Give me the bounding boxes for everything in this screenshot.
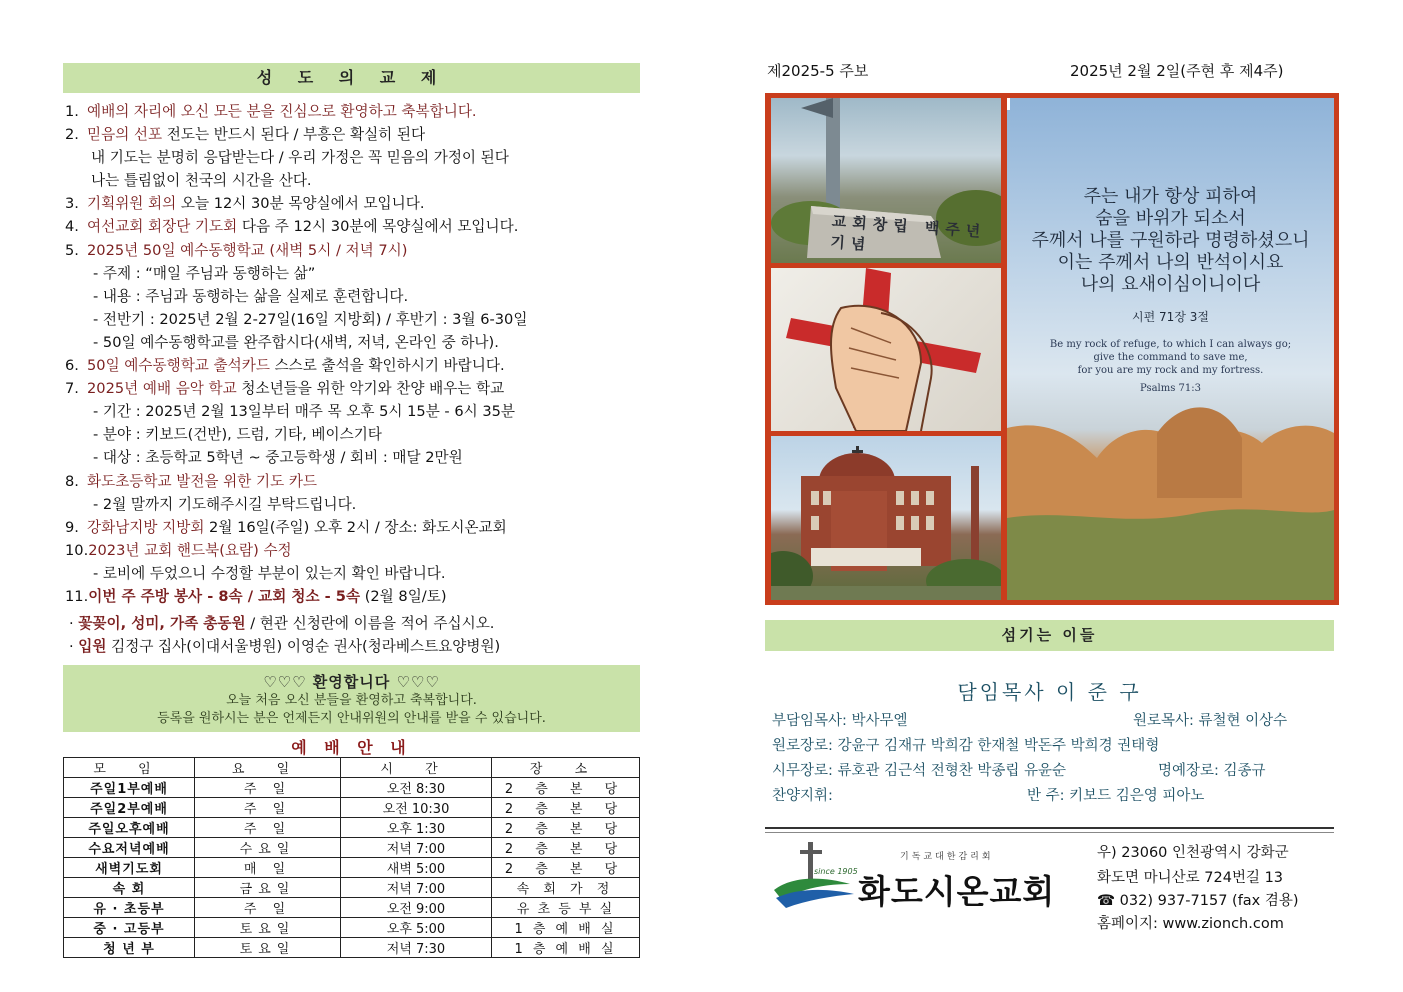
table-row: 주일2부예배 주 일 오전 10:30 2 층 본 당 <box>64 798 640 818</box>
table-row: 주일오후예배 주 일 오후 1:30 2 층 본 당 <box>64 818 640 838</box>
issue-number: 제2025-5 주보 <box>767 62 869 80</box>
associate-pastor: 부담임목사: 박사무엘 <box>772 713 908 729</box>
column-header: 모 임 <box>64 758 195 778</box>
senior-pastor: 담임목사 이 준 구 <box>957 680 1142 704</box>
welcome-title: ♡♡♡ 환영합니다 ♡♡♡ <box>263 673 440 691</box>
notice-item: 7. 2025년 예배 음악 학교 청소년들을 위한 악기와 찬양 배우는 학교 <box>65 380 505 398</box>
address-line: 화도면 마니산로 724번길 13 <box>1097 870 1284 886</box>
notice-item: 2. 믿음의 선포 전도는 반드시 된다 / 부흥은 확실히 된다 <box>65 126 426 144</box>
service-schedule-table <box>63 757 640 958</box>
issue-date: 2025년 2월 2일(주현 후 제4주) <box>1070 62 1284 80</box>
retired-pastors: 원로목사: 류철현 이상수 <box>1133 713 1288 729</box>
column-header: 요 일 <box>195 758 341 778</box>
table-row: 청 년 부 토요일 저녁 7:30 1 층 예 배 실 <box>64 938 640 958</box>
notice-subitem: - 로비에 두었으니 수정할 부분이 있는지 확인 바랍니다. <box>93 564 446 582</box>
column-header: 장 소 <box>492 758 640 778</box>
table-row: 주일1부예배 주 일 오전 8:30 2 층 본 당 <box>64 778 640 798</box>
denomination: 기독교대한감리회 <box>900 852 994 862</box>
homepage-link[interactable]: 홈페이지: www.zionch.com <box>1097 916 1284 932</box>
section-divider <box>765 827 1334 829</box>
table-header-row <box>64 758 640 778</box>
fellowship-header: 성 도 의 교 제 <box>63 63 640 93</box>
notice-list <box>65 100 655 658</box>
church-building-illustration <box>771 436 1001 600</box>
monument-photo <box>771 98 1001 263</box>
choir-director: 찬양지휘: <box>772 788 833 804</box>
notice-subitem: - 기간 : 2025년 2월 13일부터 매주 목 오후 5시 15분 - 6시 35분 <box>93 403 516 421</box>
table-row: 새벽기도회 매 일 새벽 5:00 2 층 본 당 <box>64 858 640 878</box>
notice-item: 4. 여선교회 회장단 기도회 다음 주 12시 30분에 목양실에서 모입니다. <box>65 218 519 236</box>
scripture-desert-image <box>1007 98 1334 600</box>
notice-continuation: 나는 틀림없이 천국의 시간을 산다. <box>91 172 312 190</box>
notice-item: 10.2023년 교회 핸드북(요람) 수정 <box>65 541 292 559</box>
section-divider <box>765 832 1334 833</box>
bullet-item: · 꽃꽂이, 성미, 가족 총동원 / 현관 신청란에 이름을 적어 주십시오. <box>69 615 495 633</box>
column-header: 시 간 <box>341 758 492 778</box>
table-row: 유 · 초등부 주 일 오전 9:00 유 초 등 부 실 <box>64 898 640 918</box>
monument-inscription: 교회창립 백주년 기념 <box>829 212 987 254</box>
church-building-photo <box>771 436 1001 600</box>
address-line: 우) 23060 인천광역시 강화군 <box>1097 845 1289 861</box>
praying-hands-image <box>771 268 1001 431</box>
service-schedule-title: 예 배 안 내 <box>291 738 412 757</box>
since-label: since 1905 <box>814 867 858 876</box>
notice-item: 11.이번 주 주방 봉사 - 8속 / 교회 청소 - 5속 (2월 8일/토) <box>65 587 447 605</box>
bullet-item: · 입원 김정구 집사(이대서울병원) 이영순 권사(청라베스트요양병원) <box>69 638 501 656</box>
table-row: 속 회 금요일 저녁 7:00 속 회 가 정 <box>64 878 640 898</box>
notice-item: 8. 화도초등학교 발전을 위한 기도 카드 <box>65 472 318 490</box>
table-row: 수요저녁예배 수요일 저녁 7:00 2 층 본 당 <box>64 838 640 858</box>
welcome-line: 등록을 원하시는 분은 언제든지 안내위원의 안내를 받을 수 있습니다. <box>157 711 546 726</box>
notice-item: 9. 강화남지방 지방회 2월 16일(주일) 오후 2시 / 장소: 화도시온교회 <box>65 518 507 536</box>
notice-continuation: 내 기도는 분명히 응답받는다 / 우리 가정은 꼭 믿음의 가정이 된다 <box>91 149 509 167</box>
scripture-reference: 시편 71장 3절 <box>1132 310 1209 324</box>
active-elders: 시무장로: 류호관 김근석 전형찬 박종립 유윤순 <box>772 763 1067 779</box>
notice-subitem: - 전반기 : 2025년 2월 2-27일(16일 지방회) / 후반기 : 3월 6-30일 <box>93 310 528 328</box>
notice-subitem: - 대상 : 초등학교 5학년 ~ 중고등학생 / 회비 : 매달 2만원 <box>93 449 463 467</box>
notice-item: 6. 50일 예수동행학교 출석카드 스스로 출석을 확인하시기 바랍니다. <box>65 357 505 375</box>
retired-elders: 원로장로: 강윤구 김재규 박희감 한재철 박돈주 박희경 권태형 <box>772 738 1160 754</box>
scripture-english-reference: Psalms 71:3 <box>1139 383 1201 394</box>
notice-item: 3. 기획위원 회의 오늘 12시 30분 목양실에서 모입니다. <box>65 195 425 213</box>
scripture-english: Be my rock of refuge, to which I can always go; give the command to save me, for you are my rock and my fortress. <box>1049 339 1292 376</box>
welcome-line: 오늘 처음 오신 분들을 환영하고 축복합니다. <box>226 693 477 708</box>
notice-subitem: - 주제 : “매일 주님과 동행하는 삶” <box>93 264 316 282</box>
notice-item: 5. 2025년 50일 예수동행학교 (새벽 5시 / 저녁 7시) <box>65 241 408 259</box>
church-name: 화도시온교회 <box>858 872 1056 911</box>
servants-header: 섬기는 이들 <box>765 620 1334 651</box>
phone-number: ☎ 032) 937-7157 (fax 겸용) <box>1097 893 1299 909</box>
notice-subitem: - 내용 : 주님과 동행하는 삶을 실제로 훈련합니다. <box>93 287 409 305</box>
welcome-box <box>63 665 640 732</box>
scripture-korean: 주는 내가 항상 피하여 숨을 바위가 되소서 주께서 나를 구원하라 명령하셨으니 이는 주께서 나의 반석이시요 나의 요새이심이니이다 <box>1031 186 1310 295</box>
notice-subitem: - 분야 : 키보드(건반), 드럼, 기타, 베이스기타 <box>93 426 382 444</box>
honorary-elder: 명예장로: 김종규 <box>1158 763 1266 779</box>
notice-subitem: - 2월 말까지 기도해주시길 부탁드립니다. <box>93 495 357 513</box>
cross-hands-illustration <box>771 268 1001 431</box>
cover-photo-collage <box>765 93 1339 605</box>
bullet-notices <box>65 612 655 658</box>
notice-item: 1. 예배의 자리에 오신 모든 분을 진심으로 환영하고 축복합니다. <box>65 103 477 120</box>
table-row: 중 · 고등부 토요일 오후 5:00 1 층 예 배 실 <box>64 918 640 938</box>
notice-subitem: - 50일 예수동행학교를 완주합시다(새벽, 저녁, 온라인 중 하나). <box>93 333 499 351</box>
accompanist: 반 주: 키보드 김은영 피아노 <box>1027 788 1205 804</box>
